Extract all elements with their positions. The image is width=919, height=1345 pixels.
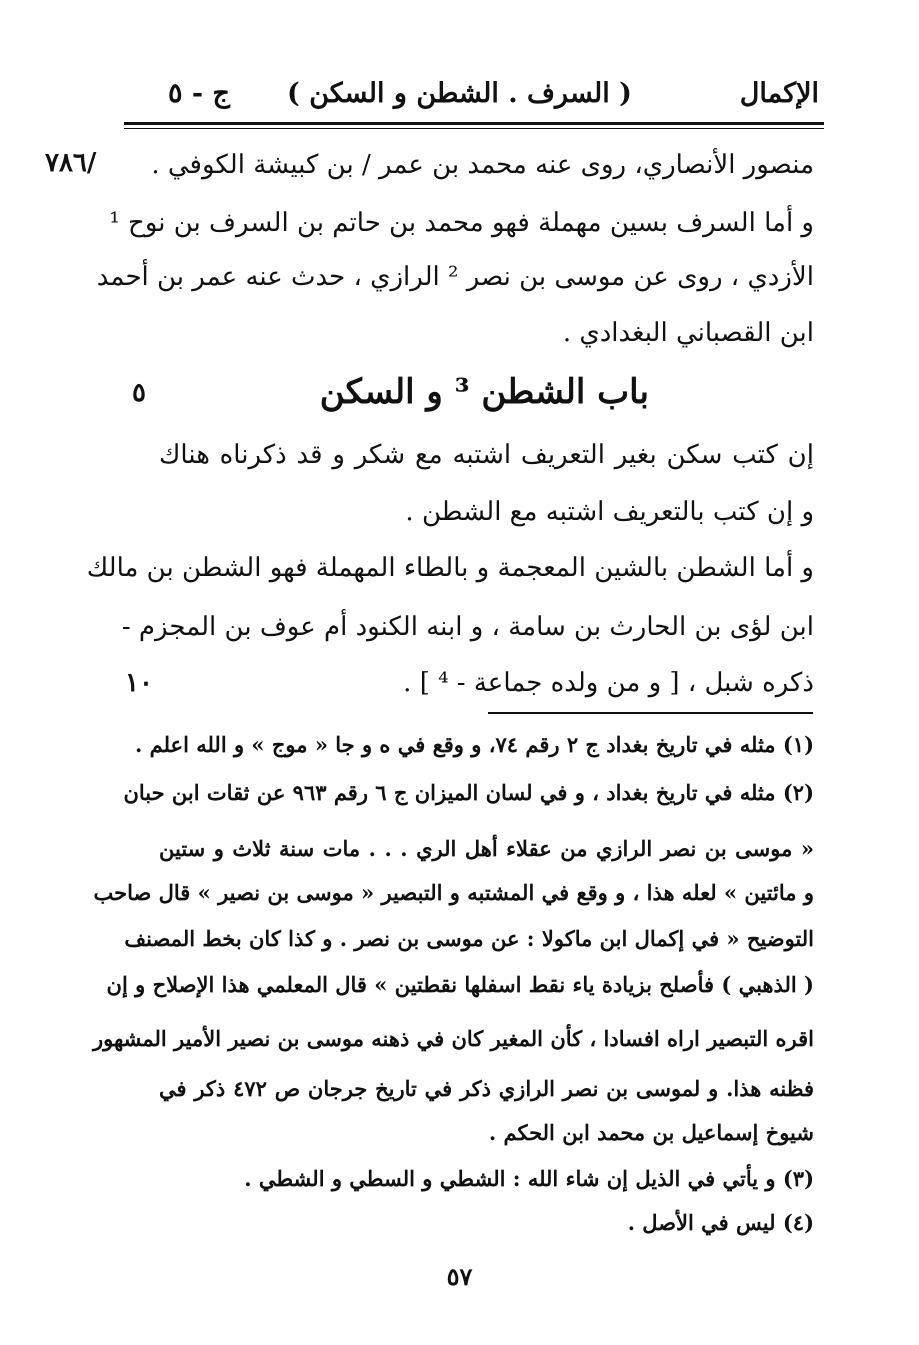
footnote-line: (١) مثله في تاريخ بغداد ج ٢ رقم ٧٤، و وقع في ه و جا « موج » و الله اعلم .	[135, 732, 814, 757]
body-line: منصور الأنصاري، روى عنه محمد بن عمر / بن كبيشة الكوفي .	[151, 150, 814, 180]
footnote-line: « موسى بن نصر الرازي من عقلاء أهل الري . . . مات سنة ثلاث و ستين	[159, 836, 814, 861]
body-line: و أما الشطن بالشين المعجمة و بالطاء المهملة فهو الشطن بن مالك	[86, 553, 814, 583]
footnote-line: فظنه هذا. و لموسى بن نصر الرازي ذكر في تاريخ جرجان ص ٤٧٢ ذكر في	[159, 1076, 814, 1101]
margin-line-number-10: ١٠	[125, 668, 153, 698]
footnote-separator	[488, 712, 813, 714]
footnote-line: (٢) مثله في تاريخ بغداد ، و في لسان الميزان ج ٦ رقم ٩٦٣ عن ثقات ابن حبان	[123, 780, 814, 805]
footnote-line: التوضيح « في إكمال ابن ماكولا : عن موسى بن نصر . و كذا كان بخط المصنف	[124, 926, 814, 951]
page-number: ٥٧	[446, 1262, 473, 1291]
body-line: ابن لؤى بن الحارث بن سامة ، و ابنه الكنود أم عوف بن المجزم -	[121, 612, 814, 642]
body-line: إن كتب سكن بغير التعريف اشتبه مع شكر و قد ذكرناه هناك	[159, 440, 814, 470]
chapter-heading: باب الشطن ³ و السكن	[319, 372, 649, 412]
body-line: و إن كتب بالتعريف اشتبه مع الشطن .	[405, 497, 814, 527]
footnote-line: ( الذهبي ) فأصلح بزيادة ياء نقط اسفلها نقطتين » قال المعلمي هذا الإصلاح و إن	[106, 972, 814, 997]
footnote-line: اقره التبصير اراه افسادا ، كأن المغير كان في ذهنه موسى بن نصير الأمير المشهور	[92, 1026, 814, 1051]
section-title: ( السرف . الشطن و السكن )	[287, 78, 632, 109]
margin-reference: ٧٨٦/	[45, 148, 97, 178]
header-rule	[124, 122, 824, 125]
header-rule-thin	[124, 128, 824, 129]
volume-label: ج - ٥	[168, 78, 230, 109]
body-line: ابن القصباني البغدادي .	[562, 318, 814, 348]
footnote-line: (٤) ليس في الأصل .	[627, 1210, 814, 1235]
body-line: ذكره شبل ، [ و من ولده جماعة - ⁴ ] .	[403, 668, 814, 698]
footnote-line: و مائتين » لعله هذا ، و وقع في المشتبه و التبصير « موسى بن نصير » قال صاحب	[93, 880, 814, 905]
book-title: الإكمال	[739, 78, 819, 109]
body-line: الأزدي ، روى عن موسى بن نصر ² الرازي ، حدث عنه عمر بن أحمد	[96, 262, 814, 292]
body-line: و أما السرف بسين مهملة فهو محمد بن حاتم بن السرف بن نوح ¹	[109, 208, 814, 238]
footnote-line: شيوخ إسماعيل بن محمد ابن الحكم .	[488, 1120, 814, 1145]
margin-line-number-5: ٥	[132, 378, 146, 408]
footnote-line: (٣) و يأتي في الذيل إن شاء الله : الشطي و السطي و الشطي .	[244, 1166, 814, 1191]
